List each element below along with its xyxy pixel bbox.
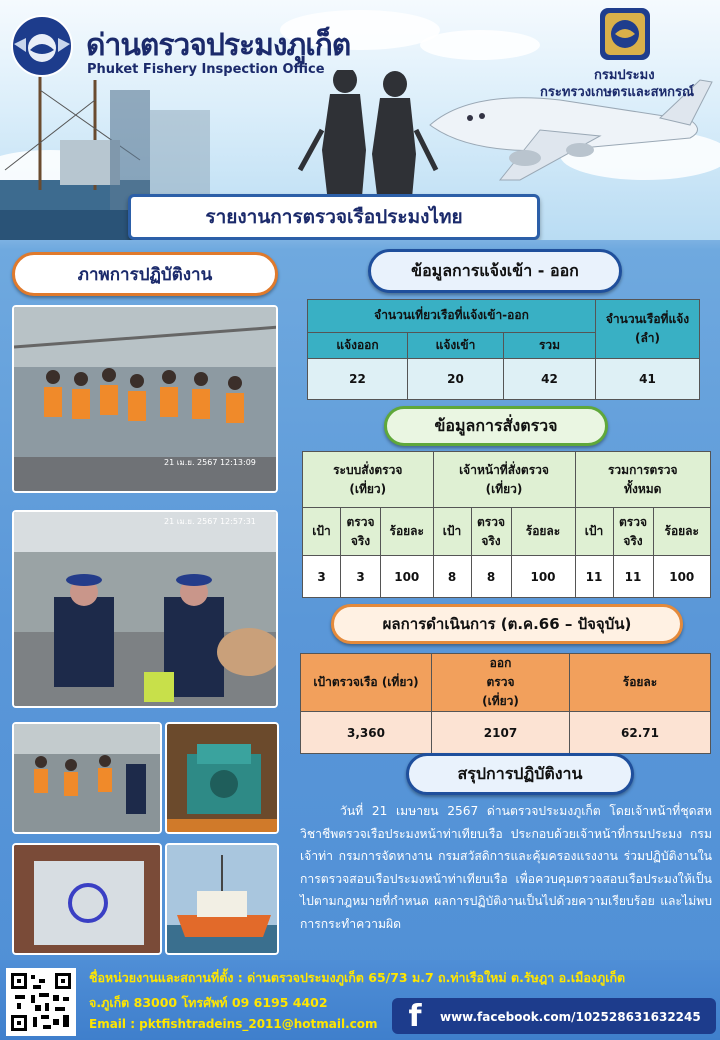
- results-table: [300, 653, 711, 754]
- results-inspected-value: 2107: [432, 712, 570, 754]
- order-heading: [384, 406, 608, 446]
- office-name-english: Phuket Fishery Inspection Office: [87, 62, 325, 77]
- report-value-in: 20: [408, 359, 504, 400]
- photos-heading-text: ภาพการปฏิบัติงาน: [77, 264, 213, 285]
- photo-team-group: [12, 305, 278, 493]
- results-target-value: 3,360: [301, 712, 432, 754]
- order-group-total: รวมการตรวจ ทั้งหมด: [575, 452, 711, 508]
- report-group-header: จำนวนเที่ยวเรือที่แจ้งเข้า-ออก: [308, 300, 596, 333]
- photo-fishing-vessel: [165, 843, 279, 955]
- summary-heading-text: สรุปการปฏิบัติงาน: [457, 763, 583, 783]
- report-heading: [368, 249, 622, 293]
- order-total-percent: 100: [653, 556, 711, 598]
- photo-officers-inspection: [12, 510, 278, 708]
- results-heading-text: ผลการดำเนินการ (ต.ค.66 – ปัจจุบัน): [382, 615, 632, 633]
- facebook-link[interactable]: www.facebook.com/102528631632245: [440, 1010, 701, 1024]
- results-col-inspected: ออกตรวจ (เที่ยว): [432, 654, 570, 712]
- order-system-target: 3: [303, 556, 341, 598]
- order-total-actual: 11: [613, 556, 653, 598]
- footer-address-line2: จ.ภูเก็ต 83000 โทรศัพท์ 09 6195 4402: [89, 995, 328, 1010]
- header-banner: [0, 0, 720, 240]
- order-group-system: ระบบสั่งตรวจ (เที่ยว): [303, 452, 434, 508]
- ministry-name: กระทรวงเกษตรและสหกรณ์: [540, 85, 695, 100]
- order-col-target: เป้า: [303, 508, 341, 556]
- order-col-percent: ร้อยละ: [511, 508, 575, 556]
- report-title: รายงานการตรวจเรือประมงไทย: [205, 206, 463, 228]
- footer-email[interactable]: Email : pktfishtradeins_2011@hotmail.com: [89, 1017, 378, 1031]
- report-value-total: 42: [504, 359, 596, 400]
- summary-heading: [406, 753, 634, 795]
- order-table: [302, 451, 711, 598]
- photo2-timestamp: 21 เม.ย. 2567 12:57:31: [164, 517, 256, 526]
- report-col-total: รวม: [504, 332, 596, 359]
- report-col-out: แจ้งออก: [308, 332, 408, 359]
- photo-engine-room: [165, 722, 279, 834]
- order-group-officer: เจ้าหน้าที่สั่งตรวจ (เที่ยว): [433, 452, 575, 508]
- photo-crew-check: [12, 722, 162, 834]
- office-name-thai: ด่านตรวจประมงภูเก็ต: [86, 28, 351, 63]
- order-col-actual: ตรวจ จริง: [613, 508, 653, 556]
- report-heading-text: ข้อมูลการแจ้งเข้า - ออก: [411, 260, 579, 280]
- order-heading-text: ข้อมูลการสั่งตรวจ: [434, 415, 558, 435]
- qr-code[interactable]: [6, 968, 76, 1036]
- report-vessels-header: จำนวนเรือที่แจ้ง (ลำ): [596, 300, 700, 359]
- order-officer-target: 8: [433, 556, 471, 598]
- order-system-percent: 100: [381, 556, 434, 598]
- qr-code-icon: [9, 971, 73, 1033]
- report-value-vessels: 41: [596, 359, 700, 400]
- order-total-target: 11: [575, 556, 613, 598]
- photos-heading: [12, 252, 278, 296]
- order-col-percent: ร้อยละ: [381, 508, 434, 556]
- order-col-actual: ตรวจ จริง: [341, 508, 381, 556]
- photo1-timestamp: 21 เม.ย. 2567 12:13:09: [164, 458, 256, 467]
- summary-paragraph: วันที่ 21 เมษายน 2567 ด่านตรวจประมงภูเก็ต โดยเจ้าหน้าที่ชุดสหวิชาชีพตรวจเรือประมงหน้าท่าเทียบเรือ ประกอบด้วยเจ้าหน้าที่กรมประมง กรมเจ้าท่า กรมการจัดหางาน กรมสวัสดิการและคุ้มครองแรงงาน ร่วมปฏิบัติงานในการตรวจสอบเรือประมงหน้าท่าเทียบเรือ เพื่อควบคุมตรวจสอบเรือประมงให้เป็นไปตามกฎหมายที่กำหนด ผลการปฏิบัติงานเป็นไปด้วยความเรียบร้อย และไม่พบการกระทำความผิด: [300, 804, 712, 931]
- photo-fish-hold: [12, 843, 162, 955]
- report-table: [307, 299, 700, 400]
- order-col-actual: ตรวจ จริง: [471, 508, 511, 556]
- order-system-actual: 3: [341, 556, 381, 598]
- order-col-percent: ร้อยละ: [653, 508, 711, 556]
- fishery-inspection-logo: [10, 14, 74, 78]
- report-col-in: แจ้งเข้า: [408, 332, 504, 359]
- facebook-icon[interactable]: f: [408, 999, 422, 1034]
- report-title-box: [128, 194, 540, 240]
- report-value-out: 22: [308, 359, 408, 400]
- order-col-target: เป้า: [433, 508, 471, 556]
- department-name: กรมประมง: [594, 68, 655, 83]
- results-heading: [331, 604, 683, 644]
- results-col-percent: ร้อยละ: [570, 654, 711, 712]
- order-officer-percent: 100: [511, 556, 575, 598]
- order-officer-actual: 8: [471, 556, 511, 598]
- results-percent-value: 62.71: [570, 712, 711, 754]
- footer-address-line1: ชื่อหน่วยงานและสถานที่ตั้ง : ด่านตรวจประมงภูเก็ต 65/73 ม.7 ถ.ท่าเรือใหม่ ต.รัษฎา อ.เมืองภูเก็ต: [89, 970, 626, 985]
- results-col-target: เป้าตรวจเรือ (เที่ยว): [301, 654, 432, 712]
- department-of-fisheries-logo: [596, 6, 654, 62]
- order-col-target: เป้า: [575, 508, 613, 556]
